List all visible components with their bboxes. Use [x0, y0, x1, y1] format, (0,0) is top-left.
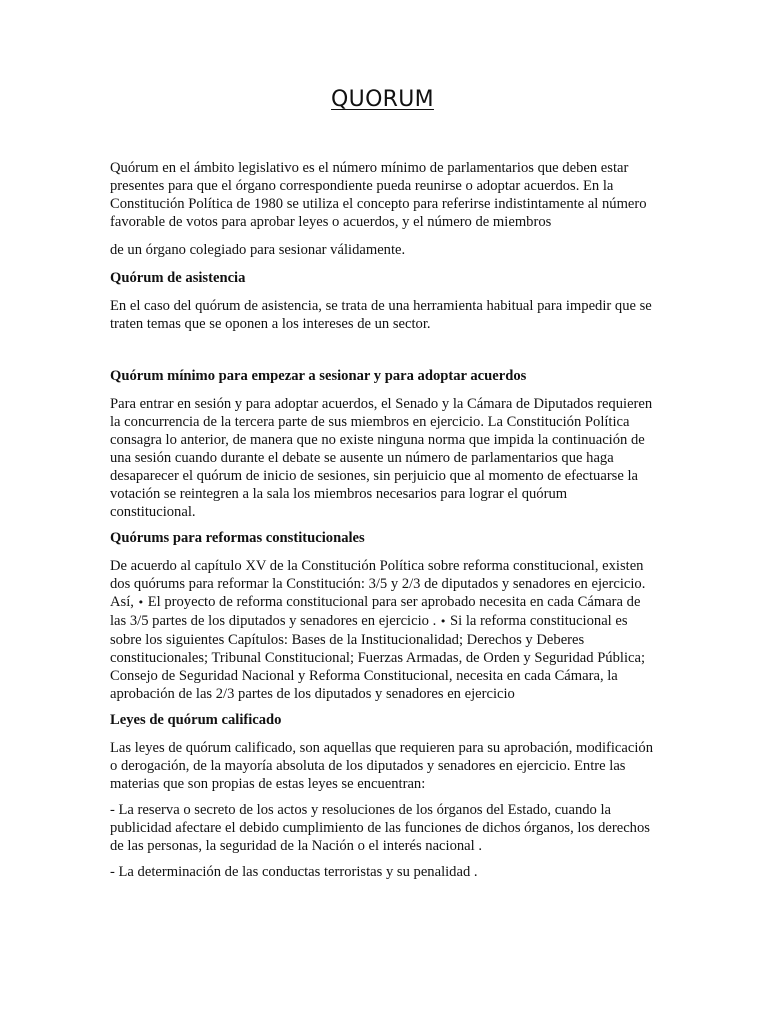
paragraph-reformas-constitucionales — [110, 557, 655, 703]
paragraph-quorum-asistencia: En el caso del quórum de asistencia, se trata de una herramienta habitual para impedir que se traten temas que se oponen a los intereses de un sector. — [110, 298, 652, 332]
intro-paragraph-continued: de un órgano colegiado para sesionar válidamente. — [110, 242, 406, 258]
paragraph-quorum-calificado: Las leyes de quórum calificado, son aquellas que requieren para su aprobación, modificación o derogación, de la mayoría absoluta de los diputados y senadores en ejercicio. Entre las materias que son propias de estas leyes se encuentran: — [110, 740, 654, 792]
list-item-reserva-secreto: - La reserva o secreto de los actos y resoluciones de los órganos del Estado, cuando la publicidad afectare el debido cumplimiento de las funciones de dichos órganos, los derechos de las personas, la seguridad de la Nación o el interés nacional . — [110, 802, 650, 854]
heading-quorum-calificado: Leyes de quórum calificado — [110, 712, 282, 728]
paragraph-quorum-minimo: Para entrar en sesión y para adoptar acuerdos, el Senado y la Cámara de Diputados requieren la concurrencia de la tercera parte de sus miembros en ejercicio. La Constitución Política consagra lo anterior, de manera que no existe ninguna norma que impida la continuación de una sesión cuando durante el debate se ausente un número de parlamentarios que haga desaparecer el quórum de inicio de sesiones, sin perjuicio que al momento de efectuarse la votación se reintegren a la sala los miembros necesarios para lograr el quórum constitucional. — [110, 396, 653, 520]
document-title: QUORUM — [331, 87, 434, 112]
bullet-icon: • — [439, 615, 447, 628]
list-item-conductas-terroristas: - La determinación de las conductas terroristas y su penalidad . — [110, 864, 478, 880]
intro-paragraph: Quórum en el ámbito legislativo es el número mínimo de parlamentarios que deben estar presentes para que el órgano correspondiente pueda reunirse o adoptar acuerdos. En la Constitución Política de 1980 se utiliza el concepto para referirse indistintamente al número favorable de votos para aprobar leyes o acuerdos, y el número de miembros — [110, 160, 647, 230]
document-page — [110, 82, 655, 881]
reformas-text-part-1: De acuerdo al capítulo XV de la Constitución Política sobre reforma constitucional, existen dos quórums para reformar la Constitución: 3/5 y 2/3 de diputados y senadores en ejercicio. Así, — [110, 558, 646, 610]
heading-quorum-asistencia: Quórum de asistencia — [110, 270, 246, 286]
bullet-icon: • — [137, 596, 145, 609]
reformas-text-part-3: Si la reforma constitucional es sobre los siguientes Capítulos: Bases de la Institucionalidad; Derechos y Deberes constitucionales; Tribunal Constitucional; Fuerzas Armadas, de Orden y Seguridad Pública; Consejo de Seguridad Nacional y Reforma Constitucional, necesita en cada Cámara, la aprobación de las 2/3 partes de los diputados y senadores en ejercicio — [110, 613, 646, 702]
reformas-text-part-2: El proyecto de reforma constitucional para ser aprobado necesita en cada Cámara de las 3/5 partes de los diputados y senadores en ejercicio . — [110, 594, 641, 629]
heading-quorum-minimo: Quórum mínimo para empezar a sesionar y para adoptar acuerdos — [110, 368, 527, 384]
heading-reformas-constitucionales: Quórums para reformas constitucionales — [110, 530, 365, 546]
